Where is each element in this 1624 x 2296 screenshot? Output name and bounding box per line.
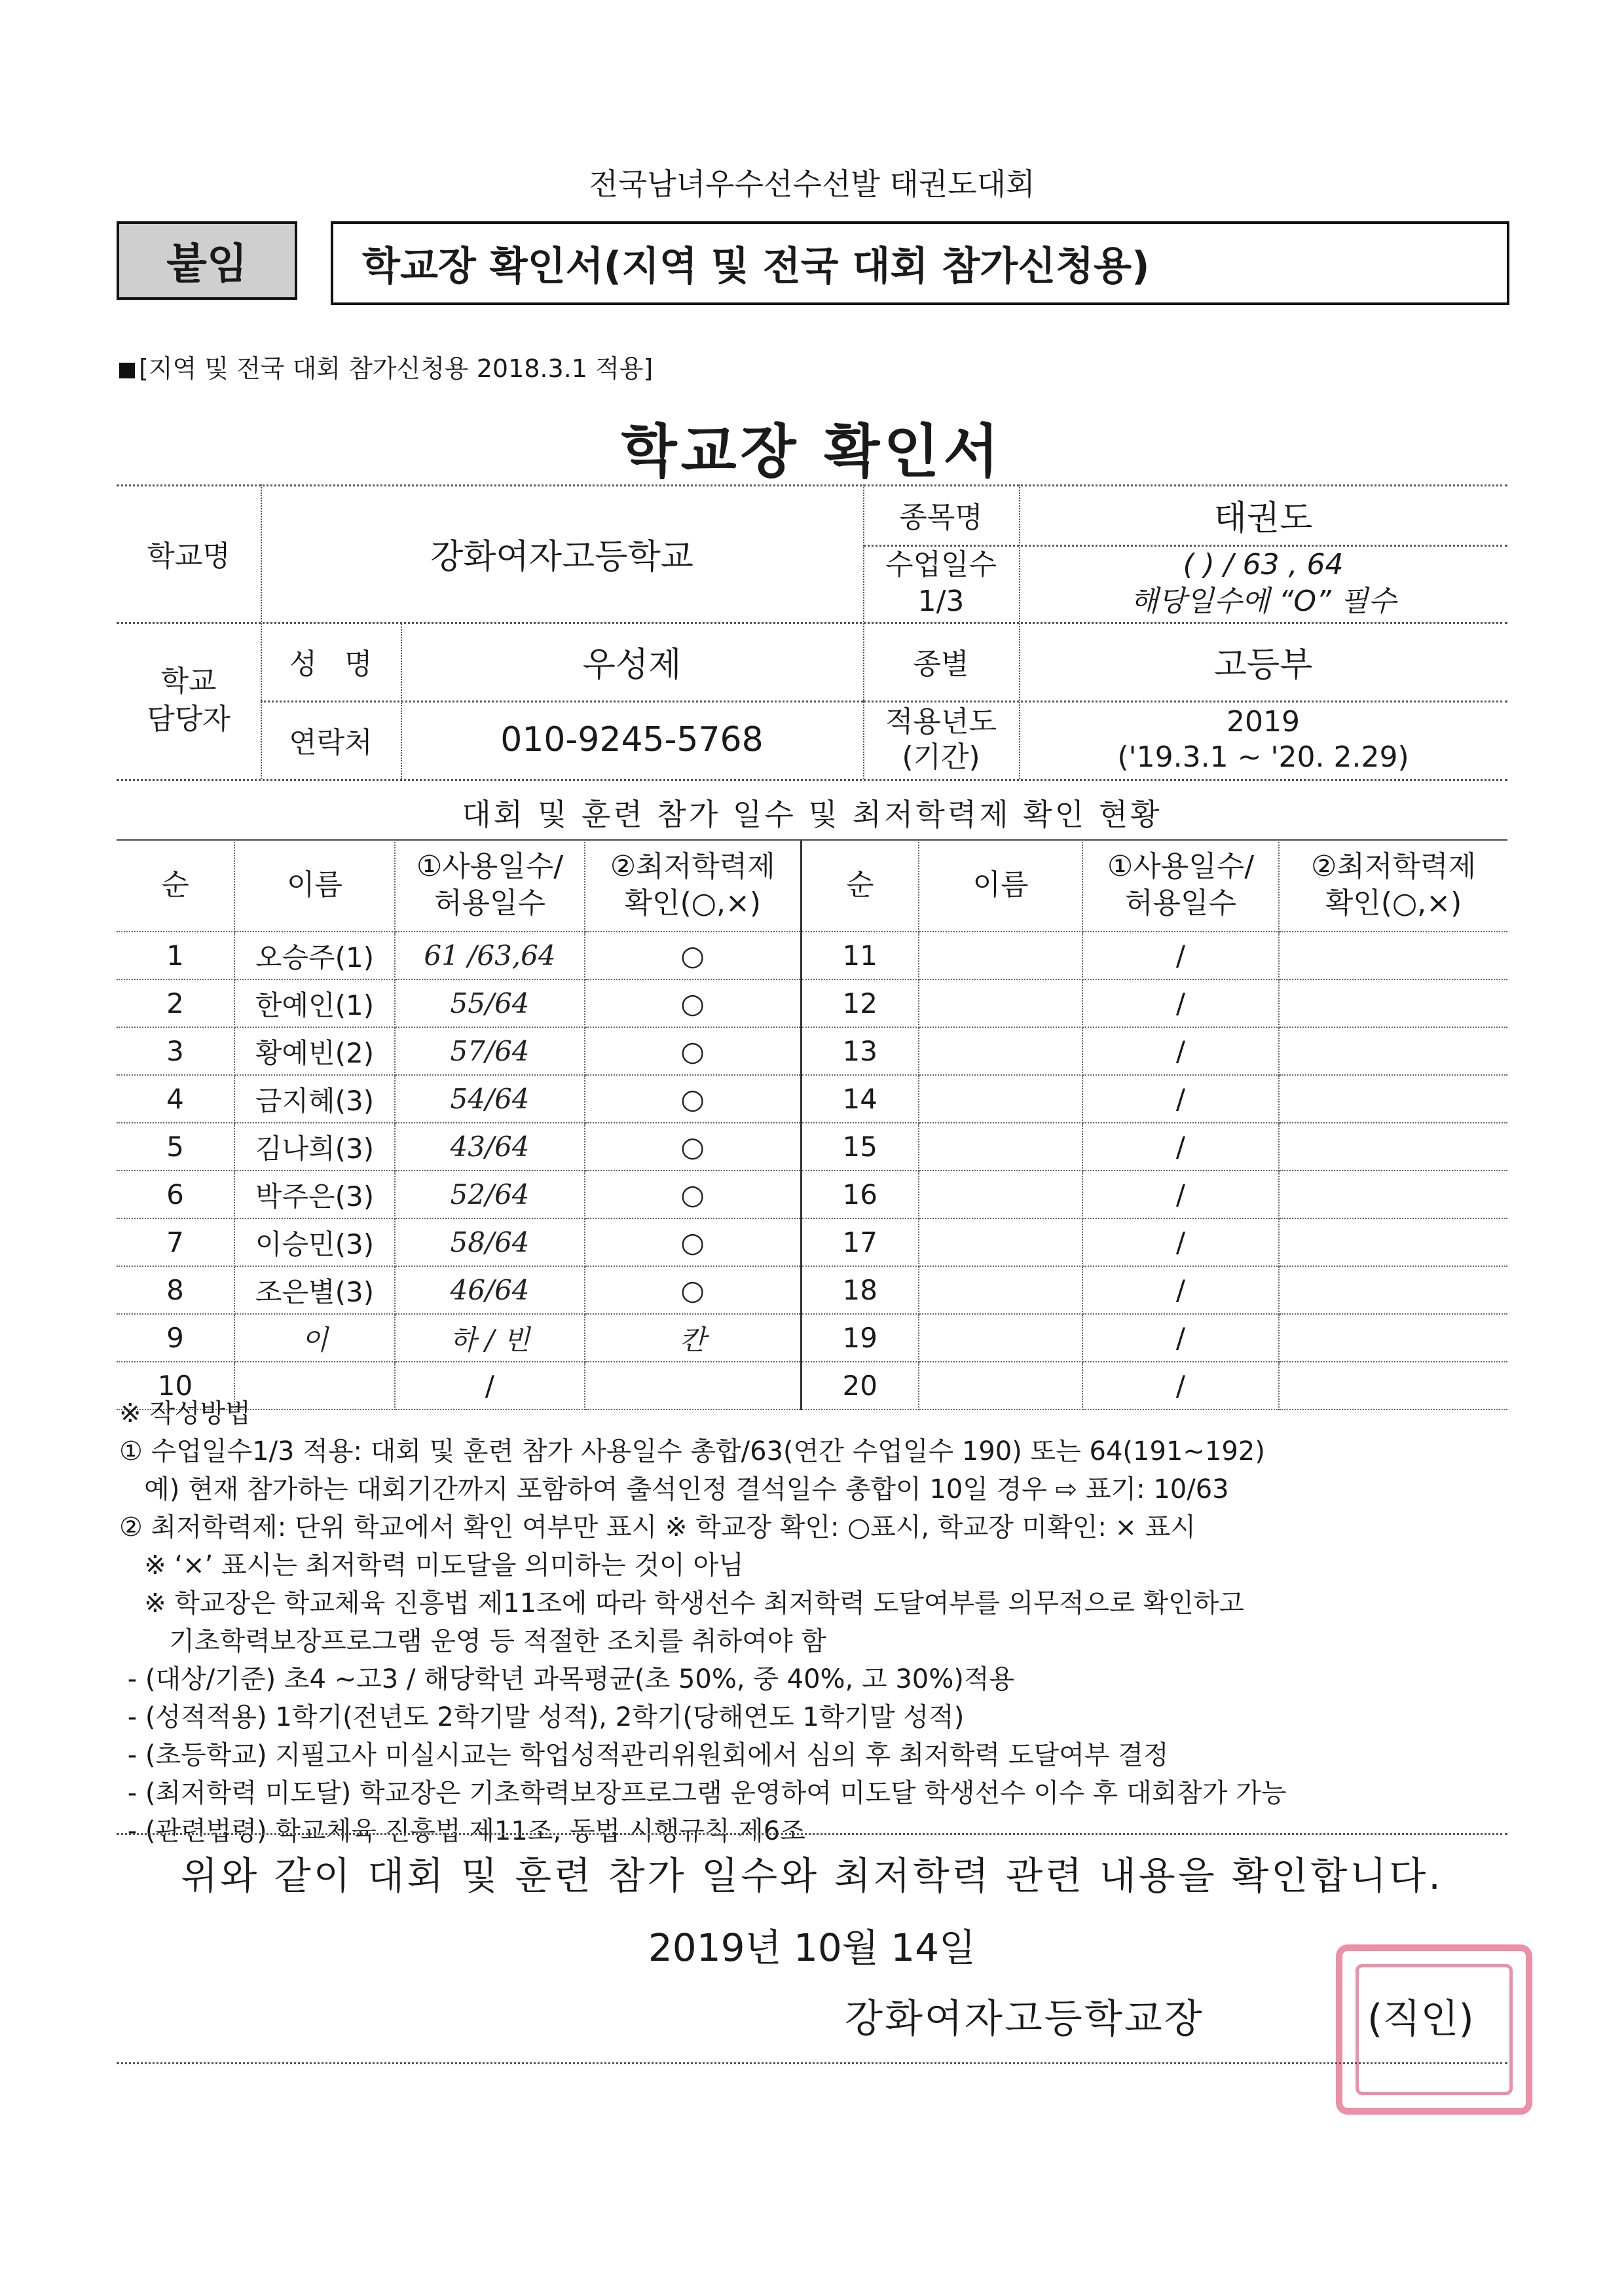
sport-label: 종목명 xyxy=(899,501,983,534)
row-name-right xyxy=(919,979,1082,1027)
header-days-right-1: ①사용일수/ xyxy=(1107,850,1255,883)
row-no-right: 20 xyxy=(801,1362,919,1410)
row-no: 10 xyxy=(117,1362,234,1410)
header-check xyxy=(585,839,801,932)
row-no: 7 xyxy=(117,1218,234,1266)
row-days: 54/64 xyxy=(395,1075,585,1123)
row-check: 칸 xyxy=(585,1314,801,1362)
row-no-right: 11 xyxy=(801,932,919,979)
note-line: ※ 학교장은 학교체육 진흥법 제11조에 따라 학생선수 최저학력 도달여부를 의무적으로 확인하고 xyxy=(119,1588,1245,1618)
manager-label-2: 담당자 xyxy=(147,702,231,736)
table-row xyxy=(117,1027,1507,1075)
row-name: 김나희(3) xyxy=(234,1123,395,1171)
writing-guide xyxy=(119,1394,1521,1850)
row-name-right xyxy=(919,1266,1082,1314)
header-check-right-2: 확인(○,×) xyxy=(1325,886,1462,920)
row-check-right xyxy=(1279,1027,1507,1075)
header-days xyxy=(395,839,585,932)
contact-value: 010-9245-5768 xyxy=(500,720,764,759)
section-title: 대회 및 훈련 참가 일수 및 최저학력제 확인 현황 xyxy=(462,797,1162,832)
row-no: 8 xyxy=(117,1266,234,1314)
year-value xyxy=(1019,701,1507,779)
header-name-right: 이름 xyxy=(919,839,1082,932)
row-days-right: / xyxy=(1082,1075,1279,1123)
row-days: / xyxy=(395,1362,585,1410)
row-no-right: 19 xyxy=(801,1314,919,1362)
row-no: 5 xyxy=(117,1123,234,1171)
attachment-tag: 붙임 xyxy=(117,221,297,300)
table-row xyxy=(117,1266,1507,1314)
document-title: 학교장 확인서 xyxy=(621,418,1003,485)
row-days-right: / xyxy=(1082,1218,1279,1266)
row-days: 58/64 xyxy=(395,1218,585,1266)
row-no: 1 xyxy=(117,932,234,979)
class-days-value xyxy=(1019,545,1507,622)
class-days-label-2: 1/3 xyxy=(917,585,965,618)
row-check-right xyxy=(1279,1171,1507,1218)
note-line: 기초학력보장프로그램 운영 등 적절한 조치를 취하여야 함 xyxy=(119,1626,826,1656)
applicability-note xyxy=(119,348,653,384)
row-check: ○ xyxy=(585,1266,801,1314)
table-header-row xyxy=(117,839,1507,932)
row-check-right xyxy=(1279,1266,1507,1314)
header-no-right: 순 xyxy=(801,839,919,932)
row-no-right: 13 xyxy=(801,1027,919,1075)
note-line: - (초등학교) 지필고사 미실시교는 학업성적관리위원회에서 심의 후 최저학력 도달여부 결정 xyxy=(119,1740,1169,1770)
row-name-right xyxy=(919,1123,1082,1171)
name-value: 우성제 xyxy=(582,645,682,685)
note-line: - (대상/기준) 초4 ~고3 / 해당학년 과목평균(초 50%, 중 40%, 고 30%)적용 xyxy=(119,1664,1015,1694)
school-label: 학교명 xyxy=(147,539,231,573)
note-line: 예) 현재 참가하는 대회기간까지 포함하여 출석인정 결석일수 총합이 10일 경우 ⇨ 표기: 10/63 xyxy=(119,1474,1229,1504)
contact-label: 연락처 xyxy=(289,726,373,759)
year-label-1: 적용년도 xyxy=(885,705,997,738)
class-days-note: 해당일수에 “O” 필수 xyxy=(1130,585,1396,618)
class-days-label xyxy=(863,545,1019,622)
row-days: 57/64 xyxy=(395,1027,585,1075)
row-name: 박주은(3) xyxy=(234,1171,395,1218)
name-label: 성 명 xyxy=(289,647,373,681)
confirmation-statement: 위와 같이 대회 및 훈련 참가 일수와 최저학력 관련 내용을 확인합니다. xyxy=(181,1853,1443,1898)
row-no-right: 15 xyxy=(801,1123,919,1171)
note-line: ① 수업일수1/3 적용: 대회 및 훈련 참가 사용일수 총합/63(연간 수업일수 190) 또는 64(191~192) xyxy=(119,1436,1265,1467)
manager-label xyxy=(117,622,261,779)
note-line: ※ ‘×’ 표시는 최저학력 미도달을 의미하는 것이 아님 xyxy=(119,1550,744,1580)
year-period: ('19.3.1 ~ '20. 2.29) xyxy=(1117,740,1409,774)
row-no: 3 xyxy=(117,1027,234,1075)
year-value-text: 2019 xyxy=(1227,705,1300,738)
row-days-right: / xyxy=(1082,1266,1279,1314)
row-days: 55/64 xyxy=(395,979,585,1027)
header-days-1: ①사용일수/ xyxy=(416,850,564,883)
row-no-right: 16 xyxy=(801,1171,919,1218)
applicability-text: [지역 및 전국 대회 참가신청용 2018.3.1 적용] xyxy=(139,354,654,383)
header-check-right-1: ②최저학력제 xyxy=(1311,850,1476,883)
row-check: ○ xyxy=(585,932,801,979)
principal-signature: 강화여자고등학교장 xyxy=(845,1996,1204,2042)
row-check-right xyxy=(1279,1075,1507,1123)
row-days: 61 /63,64 xyxy=(395,932,585,979)
seal-mark: (직인) xyxy=(1367,1996,1474,2042)
row-days-right: / xyxy=(1082,1123,1279,1171)
row-days: 52/64 xyxy=(395,1171,585,1218)
row-days-right: / xyxy=(1082,979,1279,1027)
row-name-right xyxy=(919,1171,1082,1218)
division-value: 고등부 xyxy=(1213,645,1313,685)
header-no: 순 xyxy=(117,839,234,932)
header-check-2: 확인(○,×) xyxy=(624,886,762,920)
header-days-2: 허용일수 xyxy=(434,886,545,920)
row-check-right xyxy=(1279,979,1507,1027)
row-name: 황예빈(2) xyxy=(234,1027,395,1075)
row-name-right xyxy=(919,1218,1082,1266)
row-days-right: / xyxy=(1082,932,1279,979)
row-name-right xyxy=(919,1027,1082,1075)
note-line: - (관련법령) 학교체육 진흥법 제11조, 동법 시행규칙 제6조 xyxy=(119,1816,805,1846)
row-check-right xyxy=(1279,1123,1507,1171)
division-label: 종별 xyxy=(913,647,969,681)
table-row xyxy=(117,979,1507,1027)
row-name: 조은별(3) xyxy=(234,1266,395,1314)
table-row xyxy=(117,1075,1507,1123)
note-line: ※ 작성방법 xyxy=(119,1398,251,1429)
table-row xyxy=(117,932,1507,979)
row-no: 6 xyxy=(117,1171,234,1218)
table-row xyxy=(117,1123,1507,1171)
year-label xyxy=(863,701,1019,779)
table-row xyxy=(117,1218,1507,1266)
row-name-right xyxy=(919,1075,1082,1123)
row-no: 9 xyxy=(117,1314,234,1362)
header-title: 학교장 확인서(지역 및 전국 대회 참가신청용) xyxy=(331,221,1509,305)
row-days: 46/64 xyxy=(395,1266,585,1314)
row-days-right: / xyxy=(1082,1027,1279,1075)
header-check-1: ②최저학력제 xyxy=(610,850,775,883)
black-square-icon xyxy=(119,363,135,378)
row-days-right: / xyxy=(1082,1171,1279,1218)
row-check: ○ xyxy=(585,1218,801,1266)
row-check: ○ xyxy=(585,1075,801,1123)
table-row xyxy=(117,1314,1507,1362)
header-days-right xyxy=(1082,839,1279,932)
row-name-right xyxy=(919,932,1082,979)
row-check-right xyxy=(1279,1218,1507,1266)
row-check: ○ xyxy=(585,1171,801,1218)
table-row xyxy=(117,1171,1507,1218)
row-days: 43/64 xyxy=(395,1123,585,1171)
row-name-right xyxy=(919,1314,1082,1362)
participation-table xyxy=(117,839,1507,1410)
row-check: ○ xyxy=(585,979,801,1027)
row-no-right: 18 xyxy=(801,1266,919,1314)
header-days-right-2: 허용일수 xyxy=(1124,886,1236,920)
year-label-2: (기간) xyxy=(902,740,980,774)
header-name: 이름 xyxy=(234,839,395,932)
row-no-right: 14 xyxy=(801,1075,919,1123)
manager-label-1: 학교 xyxy=(160,665,217,698)
school-value: 강화여자고등학교 xyxy=(430,537,693,577)
row-name: 이 xyxy=(234,1314,395,1362)
row-days-right: / xyxy=(1082,1362,1279,1410)
row-name: 금지혜(3) xyxy=(234,1075,395,1123)
row-no: 2 xyxy=(117,979,234,1027)
row-days-right: / xyxy=(1082,1314,1279,1362)
issue-date: 2019년 10월 14일 xyxy=(648,1925,976,1970)
event-title: 전국남녀우수선수선발 태권도대회 xyxy=(589,166,1035,202)
row-check: ○ xyxy=(585,1123,801,1171)
sport-value: 태권도 xyxy=(1213,498,1313,538)
note-line: - (최저학력 미도달) 학교장은 기초학력보장프로그램 운영하여 미도달 학생선수 이수 후 대회참가 가능 xyxy=(119,1778,1287,1808)
row-no-right: 12 xyxy=(801,979,919,1027)
row-days: 하 / 빈 xyxy=(395,1314,585,1362)
class-days-value-text: ( ) / 63 , 64 xyxy=(1183,548,1344,581)
row-check: ○ xyxy=(585,1027,801,1075)
note-line: ② 최저학력제: 단위 학교에서 확인 여부만 표시 ※ 학교장 확인: ○표시, 학교장 미확인: × 표시 xyxy=(119,1512,1196,1542)
header-check-right xyxy=(1279,839,1507,932)
row-no: 4 xyxy=(117,1075,234,1123)
note-line: - (성적적용) 1학기(전년도 2학기말 성적), 2학기(당해연도 1학기말 성적) xyxy=(119,1702,965,1732)
row-check-right xyxy=(1279,932,1507,979)
row-name: 이승민(3) xyxy=(234,1218,395,1266)
class-days-label-1: 수업일수 xyxy=(885,548,997,581)
row-no-right: 17 xyxy=(801,1218,919,1266)
row-name: 한예인(1) xyxy=(234,979,395,1027)
row-check-right xyxy=(1279,1314,1507,1362)
row-name: 오승주(1) xyxy=(234,932,395,979)
